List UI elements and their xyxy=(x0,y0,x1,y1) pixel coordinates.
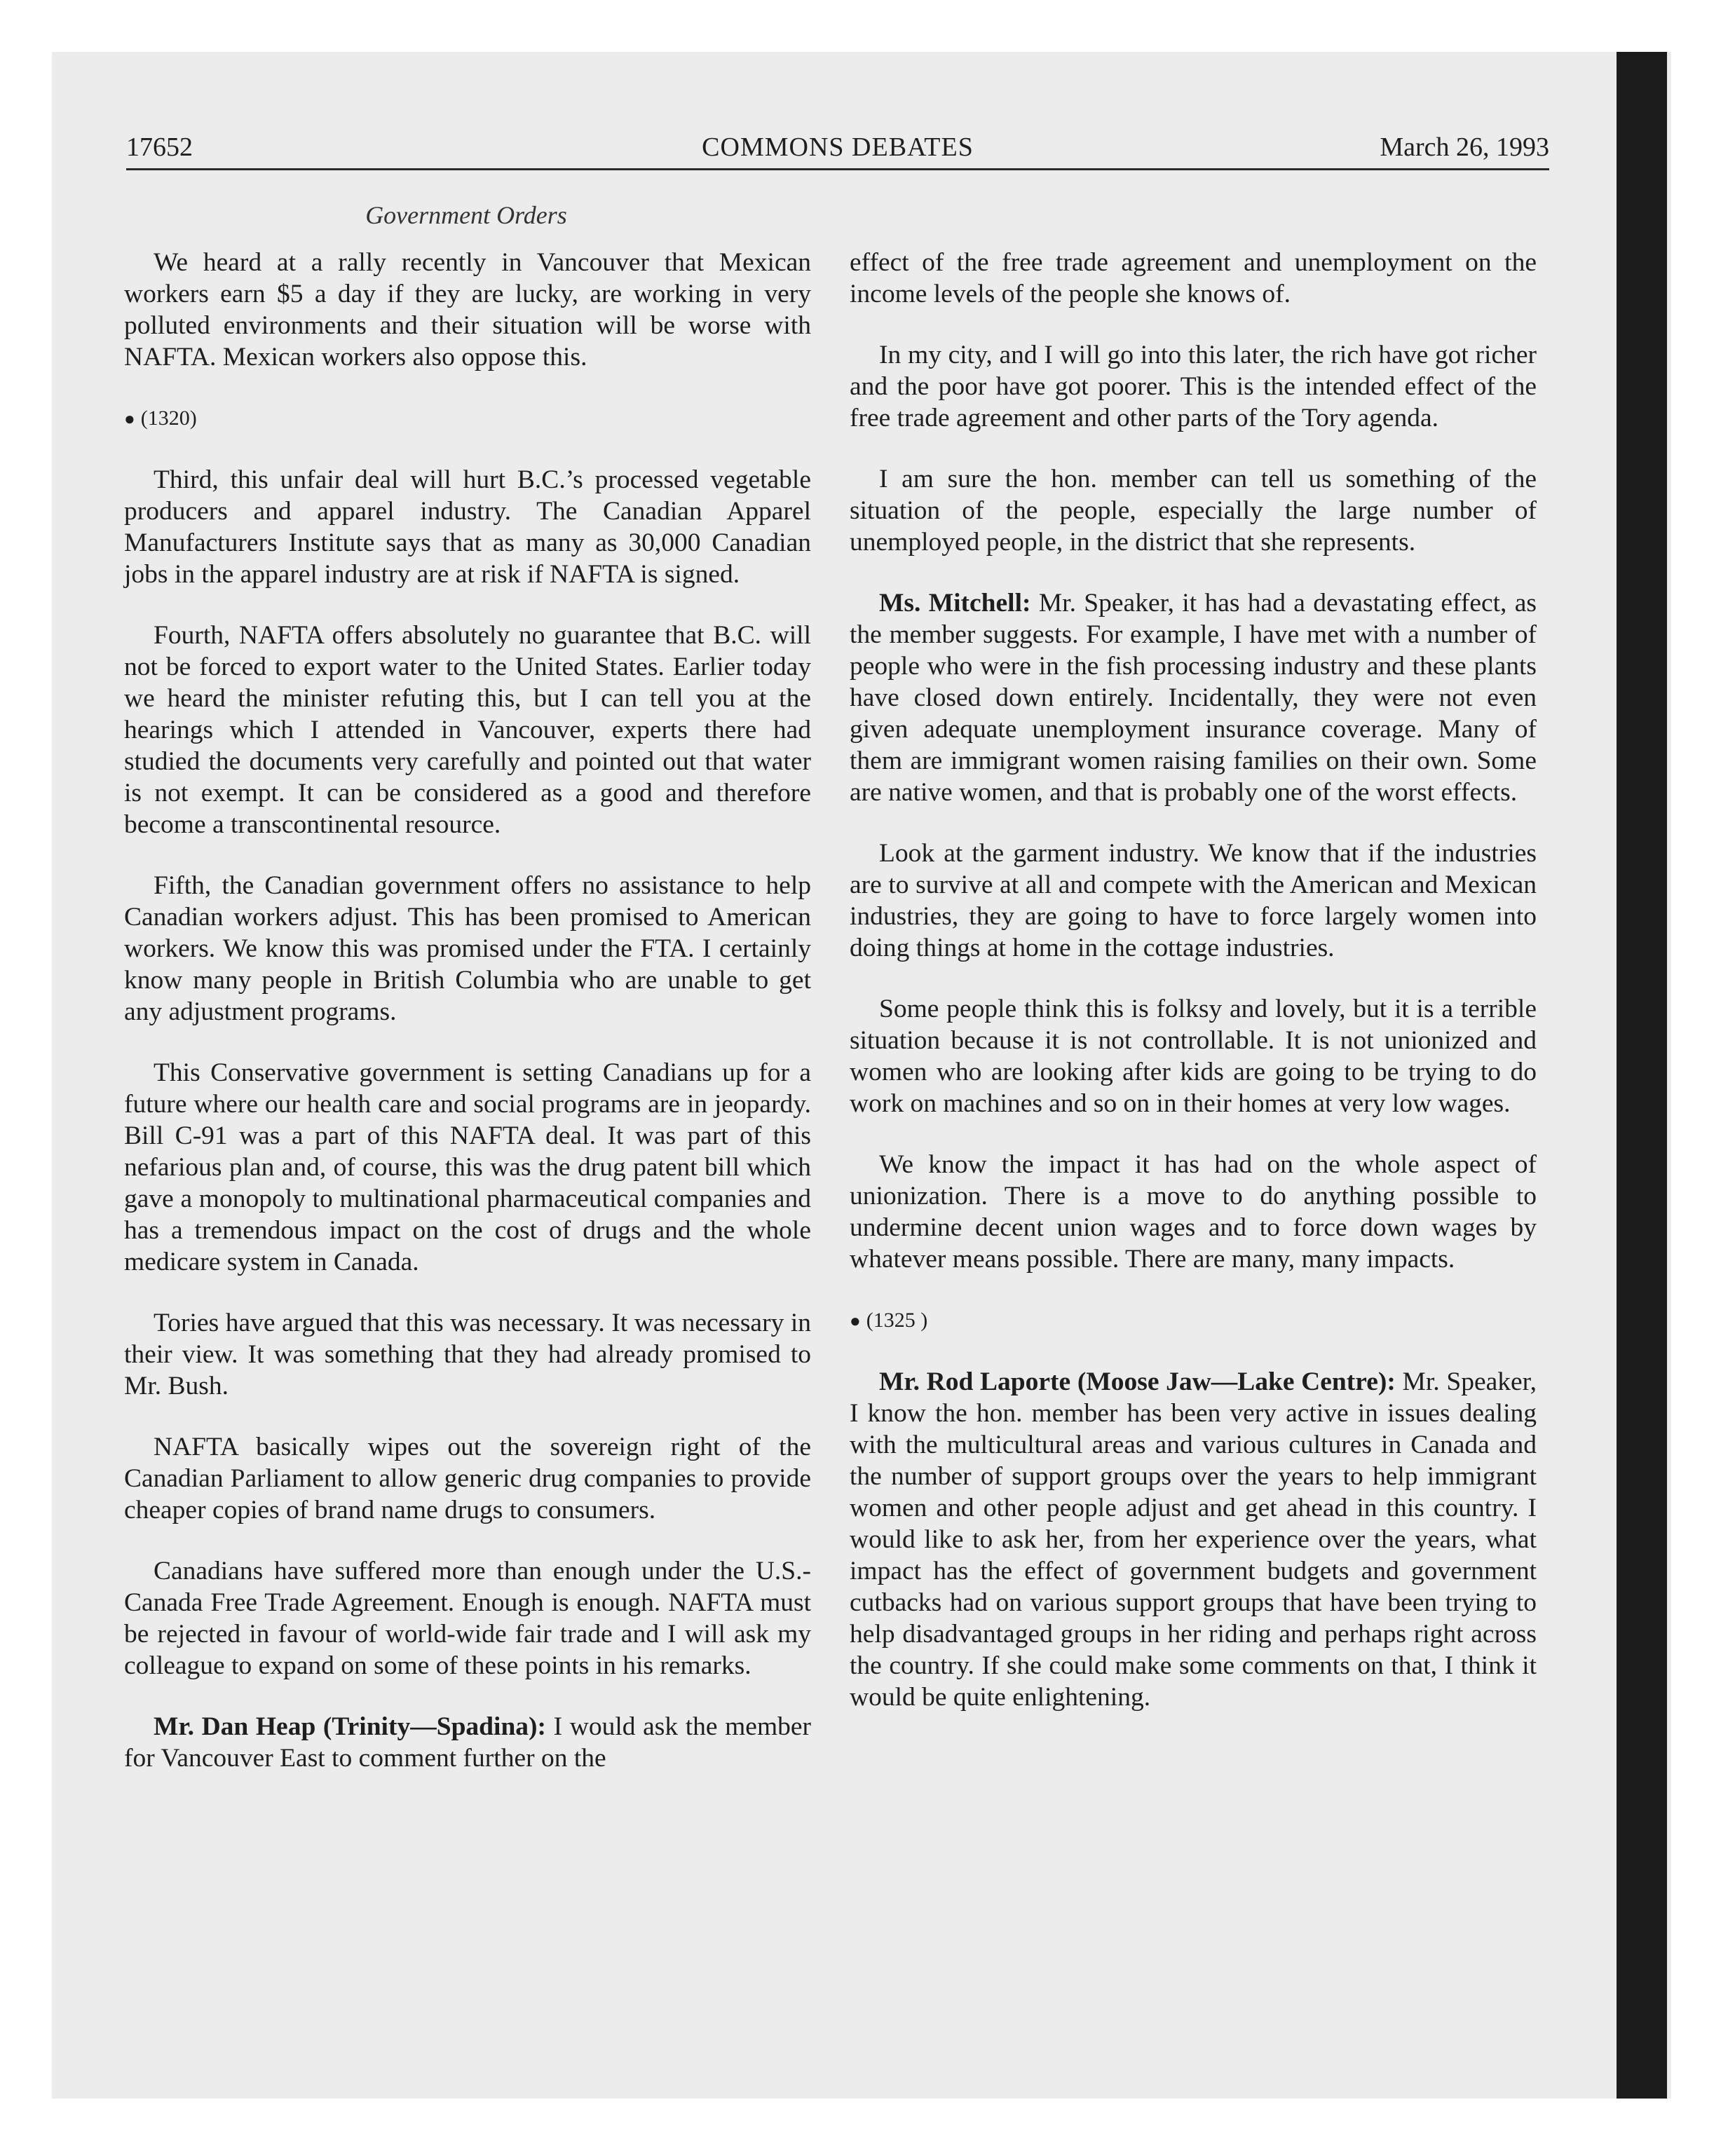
paragraph: Fourth, NAFTA offers absolutely no guarantee that B.C. will not be forced to export water to the United States. Earlier today we heard the minister refuting this, but I can tell you at the hearings which I attended in Vancouver, experts there had studied the documents very carefully and pointed out that water is not exempt. It can be considered as a good and therefore become a transcontinental resource. xyxy=(124,621,811,839)
timestamp-marker xyxy=(124,402,811,435)
paragraph: We heard at a rally recently in Vancouver that Mexican workers earn $5 a day if they are lucky, are working in very polluted environments and their situation will be worse with NAFTA. Mexican workers also oppose this. xyxy=(124,248,811,371)
publication-title: COMMONS DEBATES xyxy=(702,132,974,162)
publication-date: March 26, 1993 xyxy=(1380,132,1549,162)
timestamp-text: (1325 ) xyxy=(866,1309,928,1332)
speech-paragraph xyxy=(124,1711,811,1774)
paragraph: NAFTA basically wipes out the sovereign right of the Canadian Parliament to allow generic drug companies to provide cheaper copies of brand name drugs to consumers. xyxy=(124,1433,811,1524)
speech-paragraph xyxy=(850,1366,1537,1713)
paragraph: effect of the free trade agreement and unemployment on the income levels of the people she knows of. xyxy=(850,248,1537,308)
speech-text: Mr. Speaker, it has had a devastating effect, as the member suggests. For example, I have met with a number of people who were in the fish processing industry and these plants have closed down entirely. Incidentally, they were not even given adequate unemployment insurance coverage. Many of them are immigrant women raising families on their own. Some are native women, and that is probably one of the worst effects. xyxy=(850,589,1537,807)
paragraph: Look at the garment industry. We know that if the industries are to survive at all and compete with the American and Mexican industries, they are going to have to force largely women into doing things at home in the cottage industries. xyxy=(850,839,1537,962)
bullet-icon: ● xyxy=(124,409,135,429)
running-header xyxy=(126,126,1549,168)
paragraph: In my city, and I will go into this later, the rich have got richer and the poor have got poorer. This is the intended effect of the free trade agreement and other parts of the Tory agenda. xyxy=(850,341,1537,432)
speaker-name: Ms. Mitchell: xyxy=(879,589,1031,618)
paragraph: Canadians have suffered more than enough under the U.S.-Canada Free Trade Agreement. Enough is enough. NAFTA must be rejected in favour of world-wide fair trade and I will ask my colleague to expand on some of these points in his remarks. xyxy=(124,1557,811,1680)
paragraph: Some people think this is folksy and lovely, but it is a terrible situation because it is not controllable. It is not unionized and women who are looking after kids are going to be trying to do work on machines and so on in their homes at very low wages. xyxy=(850,995,1537,1118)
paragraph: Third, this unfair deal will hurt B.C.’s processed vegetable producers and apparel industry. The Canadian Apparel Manufacturers Institute says that as many as 30,000 Canadian jobs in the apparel industry are at risk if NAFTA is signed. xyxy=(124,465,811,589)
left-column xyxy=(124,247,811,1803)
header-rule xyxy=(126,168,1549,170)
speech-text: I would ask the member for Vancouver East to comment further on the xyxy=(124,1712,811,1773)
timestamp-marker xyxy=(850,1304,1537,1337)
bullet-icon: ● xyxy=(850,1311,861,1331)
speaker-name: Mr. Dan Heap (Trinity—Spadina): xyxy=(154,1712,547,1741)
paragraph: I am sure the hon. member can tell us something of the situation of the people, especially the large number of unemployed people, in the district that she represents. xyxy=(850,465,1537,557)
speaker-name: Mr. Rod Laporte (Moose Jaw—Lake Centre): xyxy=(879,1367,1396,1396)
timestamp-text: (1320) xyxy=(140,407,197,430)
section-title: Government Orders xyxy=(365,201,567,229)
speech-paragraph xyxy=(850,587,1537,808)
scan-edge-bar xyxy=(1617,52,1667,2099)
paragraph: This Conservative government is setting Canadians up for a future where our health care and social programs are in jeopardy. Bill C-91 was a part of this NAFTA deal. It was part of this nefarious plan and, of course, this was the drug patent bill which gave a monopoly to multinational pharmaceutical companies and has a tremendous impact on the cost of drugs and the whole medicare system in Canada. xyxy=(124,1058,811,1276)
paragraph: We know the impact it has had on the whole aspect of unionization. There is a move to do anything possible to undermine decent union wages and to force down wages by whatever means possible. There are many, many impacts. xyxy=(850,1150,1537,1274)
speech-text: Mr. Speaker, I know the hon. member has been very active in issues dealing with the multicultural areas and various cultures in Canada and the number of support groups over the years to help immigrant women and other people adjust and get ahead in this country. I would like to ask her, from her experience over the years, what impact has the effect of government budgets and government cutbacks had on various support groups that have been trying to help disadvantaged groups in her riding and perhaps right across the country. If she could make some comments on that, I think it would be quite enlightening. xyxy=(850,1367,1537,1712)
paragraph: Fifth, the Canadian government offers no assistance to help Canadian workers adjust. This has been promised to American workers. We know this was promised under the FTA. I certainly know many people in British Columbia who are unable to get any adjustment programs. xyxy=(124,871,811,1026)
page-number: 17652 xyxy=(126,132,193,162)
paragraph: Tories have argued that this was necessary. It was necessary in their view. It was something that they had already promised to Mr. Bush. xyxy=(124,1309,811,1400)
right-column xyxy=(850,247,1537,1742)
